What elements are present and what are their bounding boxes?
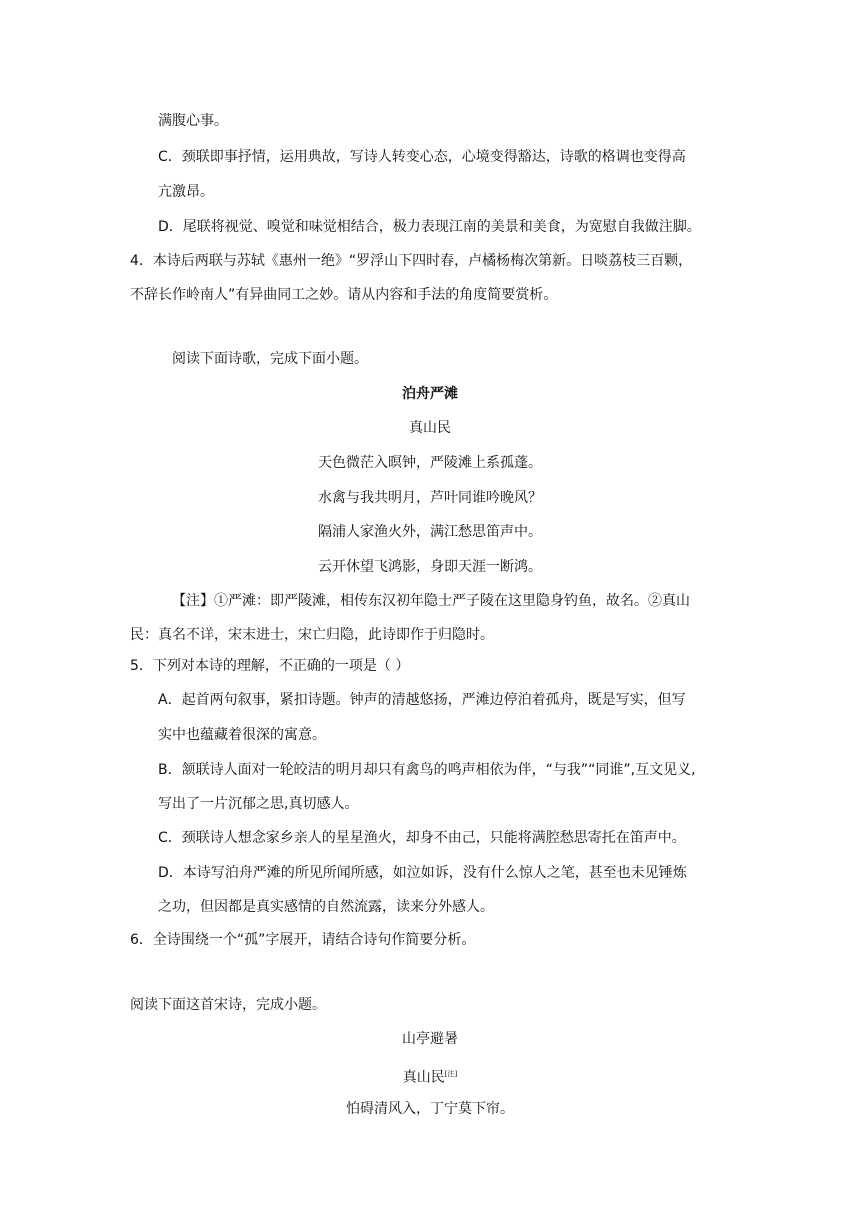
poem2-author [0, 1064, 860, 1088]
q3-option-c-line2: 亢激昂。 [158, 184, 214, 200]
poem-verse-1: 天色微茫入暝钟，严陵滩上系孤蓬。 [318, 455, 542, 471]
q3-option-b-tail: 满腹心事。 [158, 113, 228, 129]
q5-option-d-line2: 之功，但因都是真实感情的自然流露，读来分外感人。 [158, 899, 494, 915]
q5-stem: 5．下列对本诗的理解，不正确的一项是（ ） [130, 658, 410, 674]
q5-option-b-line1: B．颔联诗人面对一轮皎洁的明月却只有禽鸟的鸣声相依为伴，“与我”“同谁”,互文见义, [158, 762, 696, 778]
q5-option-b-line2: 写出了一片沉郁之思,真切感人。 [158, 796, 359, 812]
poem-author: 真山民 [409, 420, 451, 436]
poem-note-line2: 民：真名不详，宋末进士，宋亡归隐，此诗即作于归隐时。 [130, 627, 494, 643]
section3-intro: 阅读下面这首宋诗，完成小题。 [130, 997, 326, 1013]
poem2-author-note-marker: [注] [444, 1070, 458, 1078]
poem-verse-3: 隔浦人家渔火外，满江愁思笛声中。 [318, 524, 542, 540]
q5-option-c: C．颈联诗人想念家乡亲人的星星渔火，却身不由己，只能将满腔愁思寄托在笛声中。 [158, 830, 686, 846]
q5-option-a-line1: A．起首两句叙事，紧扣诗题。钟声的清越悠扬，严滩边停泊着孤舟，既是写实，但写 [158, 692, 686, 708]
q4-stem-line2: 不辞长作岭南人”有异曲同工之妙。请从内容和手法的角度简要赏析。 [130, 287, 558, 303]
poem-note-line1: 【注】①严滩：即严陵滩，相传东汉初年隐士严子陵在这里隐身钓鱼，故名。②真山 [172, 593, 690, 609]
section2-intro: 阅读下面诗歌，完成下面小题。 [172, 351, 368, 367]
q4-stem-line1: 4．本诗后两联与苏轼《惠州一绝》“罗浮山下四时春，卢橘杨梅次第新。日啖荔枝三百颗， [130, 253, 693, 269]
poem2-title: 山亭避暑 [402, 1031, 458, 1047]
q3-option-d: D．尾联将视觉、嗅觉和味觉相结合，极力表现江南的美景和美食，为宽慰自我做注脚。 [158, 219, 701, 235]
q5-option-a-line2: 实中也蕴藏着很深的寓意。 [158, 727, 326, 743]
poem2-author-name: 真山民 [402, 1069, 445, 1086]
poem2-verse-1: 怕碍清风入，丁宁莫下帘。 [346, 1101, 514, 1117]
q6-stem: 6．全诗围绕一个“孤”字展开，请结合诗句作简要分析。 [130, 932, 476, 948]
poem-title: 泊舟严滩 [402, 386, 458, 402]
q3-option-c-line1: C．颈联即事抒情，运用典故，写诗人转变心态，心境变得豁达，诗歌的格调也变得高 [158, 149, 686, 165]
poem-verse-2: 水禽与我共明月，芦叶同谁吟晚风？ [318, 490, 542, 506]
q5-option-d-line1: D．本诗写泊舟严滩的所见所闻所感，如泣如诉，没有什么惊人之笔，甚至也未见锤炼 [158, 865, 687, 881]
poem-verse-4: 云开休望飞鸿影，身即天涯一断鸿。 [318, 559, 542, 575]
